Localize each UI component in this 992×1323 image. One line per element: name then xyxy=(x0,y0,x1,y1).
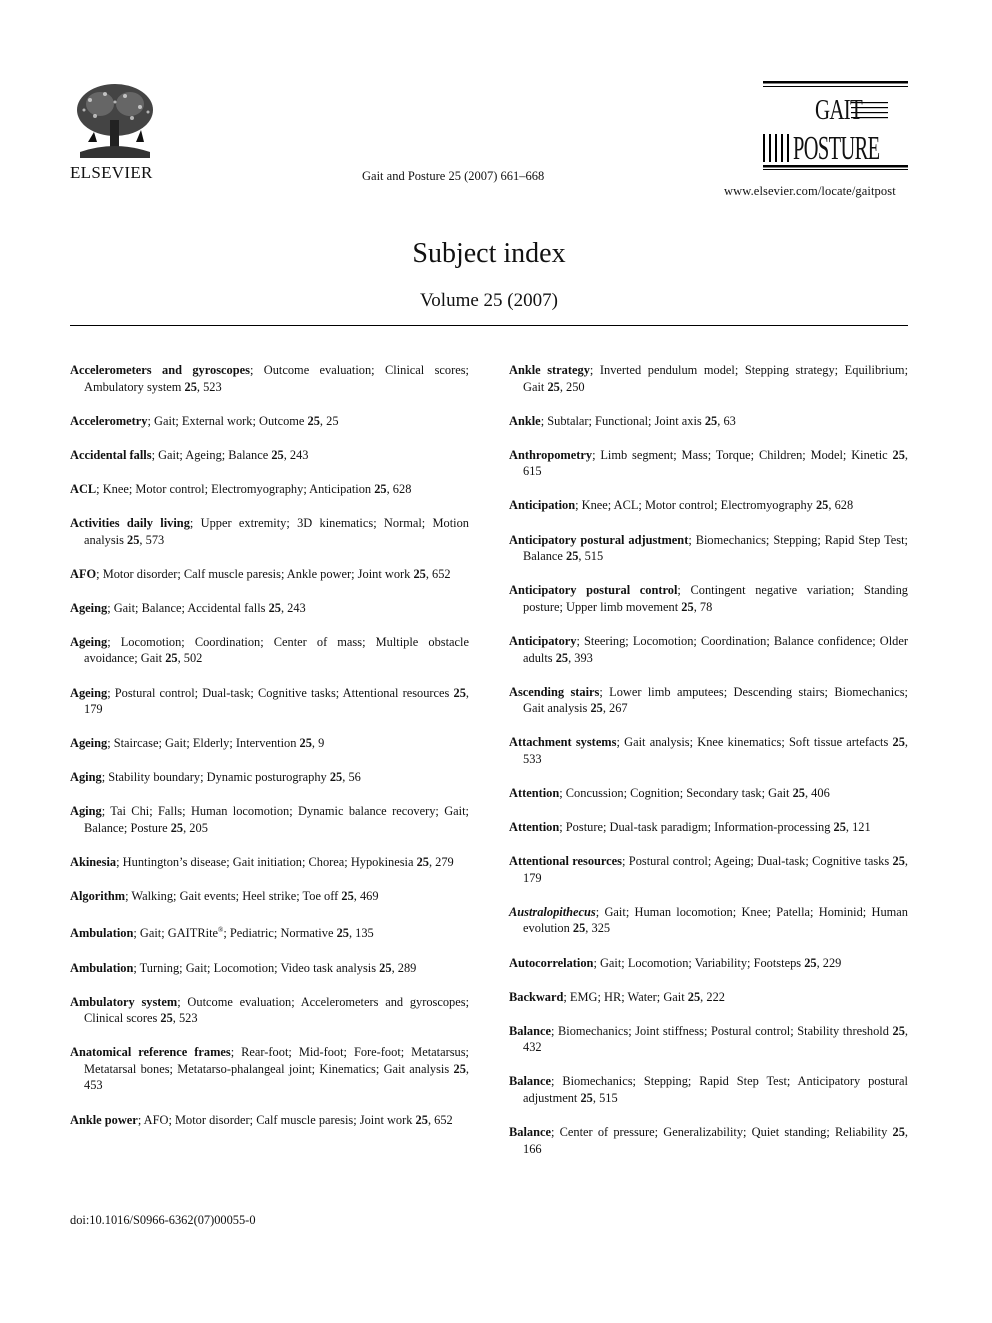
index-keywords: ; Center of pressure; Generalizability; Quiet standing; Reliability xyxy=(551,1125,893,1140)
index-term: Ascending stairs xyxy=(509,684,600,699)
volume-number: 25 xyxy=(271,447,284,462)
index-keywords: ; Postural control; Dual-task; Cognitive tasks; Attentional resources xyxy=(107,685,454,700)
index-term: Ankle xyxy=(509,413,541,428)
index-keywords: ; Huntington’s disease; Gait initiation; Chorea; Hypokinesia xyxy=(116,855,417,870)
volume-number: 25 xyxy=(892,1023,905,1038)
page-number: , 615 xyxy=(523,447,908,479)
volume-number: 25 xyxy=(307,413,320,428)
page-number: , 121 xyxy=(845,820,871,835)
page-subtitle: Volume 25 (2007) xyxy=(420,290,558,311)
index-term: Australopithecus xyxy=(509,904,596,919)
page-number: , 393 xyxy=(568,650,593,665)
right-column xyxy=(509,362,908,1175)
index-entry xyxy=(509,497,908,514)
journal-url[interactable]: www.elsevier.com/locate/gaitpost xyxy=(724,184,896,198)
index-term: Ageing xyxy=(70,736,108,751)
index-entry xyxy=(70,600,469,617)
page-number: , 229 xyxy=(816,955,842,970)
index-entry xyxy=(509,734,908,767)
index-keywords: ; Stability boundary; Dynamic posturography xyxy=(101,770,330,785)
volume-number: 25 xyxy=(555,650,569,665)
index-term: Attentional resources xyxy=(509,854,623,869)
index-entry xyxy=(70,362,469,395)
volume-number: 25 xyxy=(704,413,718,428)
index-entry xyxy=(70,960,469,977)
volume-number: 25 xyxy=(572,921,586,936)
index-entry xyxy=(509,955,908,972)
index-entry xyxy=(70,922,469,942)
page-number: , 78 xyxy=(693,599,713,614)
index-keywords: ; Outcome evaluation; Accelerometers and gyroscopes; Clinical scores xyxy=(84,994,470,1026)
page-number: , 279 xyxy=(428,855,454,870)
page-title: Subject index xyxy=(412,238,566,269)
index-term: Attachment systems xyxy=(509,735,617,750)
index-entry xyxy=(70,1044,469,1094)
volume-number: 25 xyxy=(892,1125,905,1140)
page-number: , 243 xyxy=(283,447,309,462)
index-term: Ambulatory system xyxy=(70,994,178,1009)
index-keywords: ; Gait analysis; Knee kinematics; Soft tissue artefacts xyxy=(616,735,893,750)
index-term: Ambulation xyxy=(70,960,134,975)
index-keywords: ; Gait; Human locomotion; Knee; Patella; Hominid; Human evolution xyxy=(523,904,908,936)
index-term: Aging xyxy=(70,770,102,785)
index-keywords: ; Knee; ACL; Motor control; Electromyography xyxy=(575,498,816,513)
index-keywords: ; Motor disorder; Calf muscle paresis; Ankle power; Joint work xyxy=(96,566,414,581)
index-entry xyxy=(509,1073,908,1106)
page-number: , 166 xyxy=(523,1125,908,1156)
index-term: Balance xyxy=(509,1074,551,1089)
volume-number: 25 xyxy=(687,989,701,1004)
index-entry xyxy=(70,888,469,905)
page-number: , 267 xyxy=(602,701,628,716)
index-entry xyxy=(509,785,908,802)
index-term: AFO xyxy=(70,566,97,581)
index-keywords: ; Gait; Ageing; Balance xyxy=(151,447,272,462)
index-term: Backward xyxy=(509,989,564,1004)
index-keywords: ; Limb segment; Mass; Torque; Children; Model; Kinetic xyxy=(592,447,893,462)
page-number: , 406 xyxy=(804,786,830,800)
page-number: , 432 xyxy=(523,1023,908,1055)
index-keywords: ; Gait; Locomotion; Variability; Footsteps xyxy=(593,955,805,970)
index-entry xyxy=(70,566,469,583)
index-entry xyxy=(509,1124,908,1157)
index-term: Anatomical reference frames xyxy=(70,1045,231,1060)
index-entry xyxy=(509,447,908,480)
index-keywords: ; Upper extremity; 3D kinematics; Normal; Motion analysis xyxy=(84,515,469,547)
left-column xyxy=(70,362,469,1146)
index-keywords: ; Steering; Locomotion; Coordination; Balance confidence; Older adults xyxy=(523,633,908,665)
page-number: , 652 xyxy=(425,566,451,581)
volume-number: 25 xyxy=(566,549,579,564)
index-term: Accidental falls xyxy=(70,447,152,462)
index-keywords: ; Postural control; Ageing; Dual-task; Cognitive tasks xyxy=(622,854,893,869)
index-entry xyxy=(70,515,469,548)
index-term: Algorithm xyxy=(70,889,126,904)
index-term: Activities daily living xyxy=(70,515,190,530)
volume-number: 25 xyxy=(268,600,281,615)
page-number: , 573 xyxy=(139,532,165,547)
index-entry xyxy=(509,989,908,1006)
page-number: , 469 xyxy=(353,889,379,904)
index-term: Ankle power xyxy=(70,1112,138,1127)
index-term: Attention xyxy=(509,820,560,835)
index-term: Ageing xyxy=(70,685,108,700)
gait-posture-logo xyxy=(763,80,909,177)
index-term: Balance xyxy=(509,1023,551,1038)
volume-number: 25 xyxy=(329,770,343,785)
volume-number: 25 xyxy=(453,1061,466,1076)
index-entry xyxy=(70,634,469,667)
index-keywords: ; Staircase; Gait; Elderly; Intervention xyxy=(107,736,300,751)
index-keywords: ; Biomechanics; Joint stiffness; Postural control; Stability threshold xyxy=(551,1023,893,1038)
index-entry xyxy=(509,1023,908,1056)
index-keywords: ; Subtalar; Functional; Joint axis xyxy=(540,413,705,428)
index-term: Ambulation xyxy=(70,926,134,941)
volume-number: 25 xyxy=(160,1011,173,1026)
index-keywords: ; Locomotion; Coordination; Center of mass; Multiple obstacle avoidance; Gait xyxy=(84,634,469,666)
index-keywords: ; Inverted pendulum model; Stepping strategy; Equilibrium; Gait xyxy=(523,363,909,394)
index-entry xyxy=(70,803,469,836)
index-entry xyxy=(509,904,908,937)
volume-number: 25 xyxy=(341,889,354,904)
volume-number: 25 xyxy=(804,955,817,970)
index-keywords: ; Biomechanics; Stepping; Rapid Step Test; Anticipatory postural adjustment xyxy=(523,1074,908,1106)
volume-number: 25 xyxy=(815,498,829,513)
volume-number: 25 xyxy=(453,685,466,700)
index-entry xyxy=(509,582,908,615)
page-number: , 56 xyxy=(342,770,361,785)
page-number: , 533 xyxy=(523,735,908,766)
index-keywords: ; EMG; HR; Water; Gait xyxy=(563,989,688,1004)
index-entry xyxy=(70,685,469,718)
page-number: , 250 xyxy=(559,379,585,394)
index-entry xyxy=(509,633,908,666)
volume-number: 25 xyxy=(170,821,184,835)
volume-number: 25 xyxy=(416,855,429,870)
page-number: , 179 xyxy=(523,854,908,885)
index-entry xyxy=(509,362,908,395)
doi: doi:10.1016/S0966-6362(07)00055-0 xyxy=(70,1213,256,1227)
page-number: , 515 xyxy=(592,1091,618,1106)
title-divider xyxy=(70,325,908,326)
index-keywords: ; Biomechanics; Stepping; Rapid Step Test; Balance xyxy=(523,532,908,564)
page-number: , 205 xyxy=(183,821,208,835)
volume-number: 25 xyxy=(374,481,387,496)
index-keywords: ; Gait; External work; Outcome xyxy=(147,413,308,428)
index-keywords: ; Lower limb amputees; Descending stairs; Biomechanics; Gait analysis xyxy=(523,684,908,716)
index-entry xyxy=(70,769,469,786)
volume-number: 25 xyxy=(413,566,426,581)
page-number: , 9 xyxy=(311,736,325,751)
logo-text-gait: GAIT xyxy=(815,94,862,126)
volume-number: 25 xyxy=(165,651,178,666)
index-keywords: ; Contingent negative variation; Standing posture; Upper limb movement xyxy=(523,583,908,614)
index-entry xyxy=(70,413,469,430)
page-number: , 179 xyxy=(84,685,469,717)
index-entry xyxy=(70,481,469,498)
volume-number: 25 xyxy=(590,701,603,716)
page-number: , 325 xyxy=(585,921,611,936)
volume-number: 25 xyxy=(792,786,805,800)
volume-number: 25 xyxy=(892,735,905,750)
index-entry xyxy=(509,532,908,565)
journal-reference: Gait and Posture 25 (2007) 661–668 xyxy=(362,169,545,183)
index-keywords: ; Knee; Motor control; Electromyography; Anticipation xyxy=(96,481,375,496)
index-term: Ageing xyxy=(70,600,108,615)
page-number: , 243 xyxy=(280,600,306,615)
volume-number: 25 xyxy=(336,926,349,941)
index-term: Anthropometry xyxy=(509,447,593,462)
page-number: , 515 xyxy=(578,549,604,564)
page-number: , 523 xyxy=(172,1011,198,1026)
volume-number: 25 xyxy=(833,820,846,835)
page-number: , 453 xyxy=(84,1061,469,1093)
index-entry xyxy=(509,413,908,430)
index-entry xyxy=(509,819,908,836)
index-entry xyxy=(70,854,469,871)
index-term: Anticipatory postural control xyxy=(509,583,678,598)
logo-text-posture: POSTURE xyxy=(793,130,880,167)
index-term: Accelerometry xyxy=(70,413,148,428)
page-number: , 628 xyxy=(828,498,854,513)
index-keywords: ; Posture; Dual-task paradigm; Information-processing xyxy=(559,820,834,835)
volume-number: 25 xyxy=(892,447,905,462)
index-keywords: ; Walking; Gait events; Heel strike; Toe off xyxy=(125,889,342,904)
index-keywords: ; Gait; Balance; Accidental falls xyxy=(107,600,269,615)
elsevier-logo xyxy=(70,82,162,183)
index-term: Ankle strategy xyxy=(509,363,590,377)
index-term: Akinesia xyxy=(70,855,117,870)
index-entry xyxy=(70,994,469,1027)
index-term: Accelerometers and gyroscopes xyxy=(70,363,250,377)
page-number: , 652 xyxy=(427,1112,453,1127)
volume-number: 25 xyxy=(184,379,197,394)
page-number: , 135 xyxy=(348,926,374,941)
index-term: Anticipatory postural adjustment xyxy=(509,532,689,547)
index-term: Aging xyxy=(70,804,102,819)
elsevier-tree-icon xyxy=(70,82,160,160)
page-number: , 628 xyxy=(386,481,412,496)
volume-number: 25 xyxy=(681,599,694,614)
page-number: , 289 xyxy=(391,960,417,975)
page-number: , 25 xyxy=(319,413,339,428)
index-term: Anticipatory xyxy=(509,633,577,648)
index-term: Attention xyxy=(509,786,560,800)
index-entry xyxy=(70,735,469,752)
page-number: , 523 xyxy=(196,379,222,394)
page-number: , 502 xyxy=(177,651,203,666)
index-term: Autocorrelation xyxy=(509,955,594,970)
index-entry xyxy=(70,1112,469,1129)
index-term: Balance xyxy=(509,1125,551,1140)
volume-number: 25 xyxy=(547,379,560,394)
index-keywords: ; Tai Chi; Falls; Human locomotion; Dynamic balance recovery; Gait; Balance; Posture xyxy=(84,804,469,835)
index-keywords: ; Gait; GAITRite xyxy=(133,926,219,941)
page-number: , 222 xyxy=(700,989,725,1004)
index-entry xyxy=(70,447,469,464)
index-keywords: ; Turning; Gait; Locomotion; Video task analysis xyxy=(133,960,380,975)
volume-number: 25 xyxy=(580,1091,593,1106)
volume-number: 25 xyxy=(415,1112,428,1127)
index-keywords: ; Rear-foot; Mid-foot; Fore-foot; Metatarsus; Metatarsal bones; Metatarso-phalangeal joint; Kinematics; Gait analysis xyxy=(84,1045,469,1076)
index-term: ACL xyxy=(70,481,97,496)
volume-number: 25 xyxy=(299,736,312,751)
index-keywords: ; Concussion; Cognition; Secondary task; Gait xyxy=(559,786,793,800)
index-keywords: ; AFO; Motor disorder; Calf muscle paresis; Joint work xyxy=(137,1112,416,1127)
index-term: Anticipation xyxy=(509,498,576,513)
index-term: Ageing xyxy=(70,634,108,649)
volume-number: 25 xyxy=(379,960,392,975)
publisher-name: ELSEVIER xyxy=(70,163,153,182)
index-entry xyxy=(509,853,908,886)
volume-number: 25 xyxy=(892,854,905,869)
registered-mark: ® xyxy=(218,926,224,935)
page-number: , 63 xyxy=(717,413,736,428)
volume-number: 25 xyxy=(127,532,140,547)
index-keywords: ; Outcome evaluation; Clinical scores; Ambulatory system xyxy=(84,363,469,394)
index-entry xyxy=(509,684,908,717)
index-keywords-cont: ; Pediatric; Normative xyxy=(223,926,337,941)
